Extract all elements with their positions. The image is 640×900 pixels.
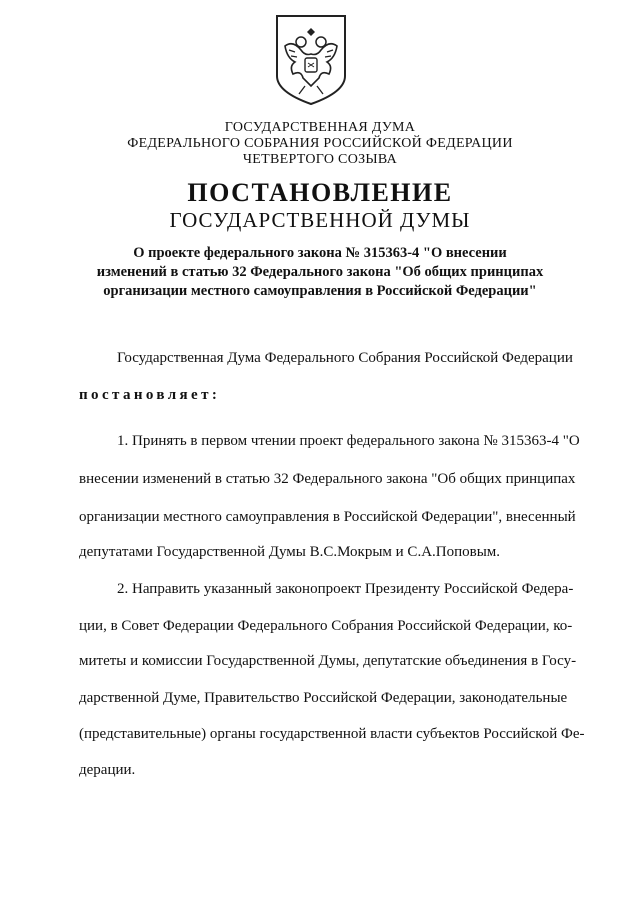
- paragraph-line: внесении изменений в статью 32 Федерального закона "Об общих принципах: [79, 471, 576, 487]
- paragraph-line: ции, в Совет Федерации Федерального Собрания Российской Федерации, ко-: [79, 618, 573, 634]
- paragraph-line: митеты и комиссии Государственной Думы, депутатские объединения в Госу-: [79, 653, 577, 669]
- coat-of-arms-icon: [275, 14, 347, 106]
- paragraph-line: организации местного самоуправления в Российской Федерации", внесенный: [79, 509, 576, 525]
- paragraph-line: депутатами Государственной Думы В.С.Мокрым и С.А.Поповым.: [79, 544, 501, 560]
- title-line: организации местного самоуправления в Российской Федерации": [103, 283, 537, 299]
- org-line-3: ЧЕТВЕРТОГО СОЗЫВА: [242, 152, 398, 167]
- document-subtype: ГОСУДАРСТВЕННОЙ ДУМЫ: [169, 208, 471, 232]
- paragraph-line: дарственной Думе, Правительство Российской Федерации, законодательные: [79, 690, 568, 706]
- paragraph-line: (представительные) органы государственной власти субъектов Российской Фе-: [79, 726, 585, 742]
- decree-word: постановляет:: [79, 387, 221, 403]
- org-line-1: ГОСУДАРСТВЕННАЯ ДУМА: [224, 120, 416, 135]
- title-line: изменений в статью 32 Федерального закона "Об общих принципах: [96, 264, 544, 280]
- document-title: [60, 244, 580, 301]
- title-line: О проекте федерального закона № 315363-4 "О внесении: [133, 245, 507, 261]
- paragraph-line: 1. Принять в первом чтении проект федерального закона № 315363-4 "О: [117, 433, 580, 449]
- paragraph-line: дерации.: [79, 762, 136, 778]
- org-line-2: ФЕДЕРАЛЬНОГО СОБРАНИЯ РОССИЙСКОЙ ФЕДЕРАЦИИ: [127, 136, 513, 151]
- paragraph-line: 2. Направить указанный законопроект Президенту Российской Федера-: [117, 581, 574, 597]
- document-type: ПОСТАНОВЛЕНИЕ: [187, 178, 453, 207]
- intro-text: Государственная Дума Федерального Собрания Российской Федерации: [117, 350, 573, 366]
